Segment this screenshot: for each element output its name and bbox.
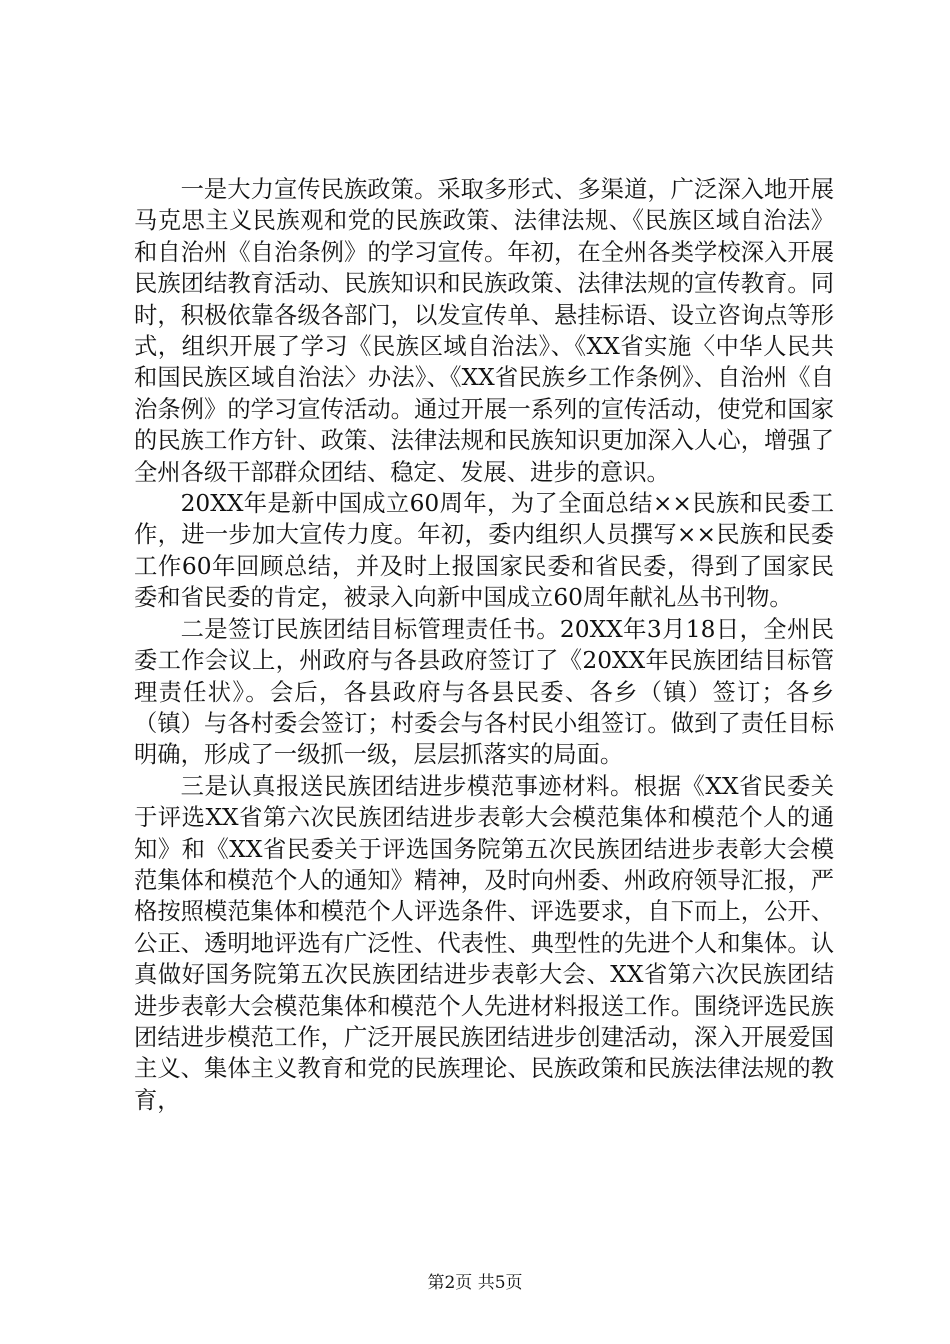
page-number-footer: 第2页 共5页: [427, 1273, 523, 1293]
paragraph-anniversary: 20XX年是新中国成立60周年，为了全面总结××民族和民委工作，进一步加大宣传力度。年初，委内组织人员撰写××民族和民委工作60年回顾总结，并及时上报国家民委和省民委，得到了国家民委和省民委的肯定，被录入向新中国成立60周年献礼丛书刊物。: [134, 490, 834, 612]
paragraph-responsibility: 二是签订民族团结目标管理责任书。20XX年3月18日，全州民委工作会议上，州政府与各县政府签订了《20XX年民族团结目标管理责任状》。会后，各县政府与各县民委、各乡（镇）签订；各乡（镇）与各村委会签订；村委会与各村民小组签订。做到了责任目标明确，形成了一级抓一级，层层抓落实的局面。: [134, 615, 834, 769]
paragraph-publicity: 一是大力宣传民族政策。采取多形式、多渠道，广泛深入地开展马克思主义民族观和党的民族政策、法律法规、《民族区域自治法》和自治州《自治条例》的学习宣传。年初，在全州各类学校深入开展民族团结教育活动、民族知识和民族政策、法律法规的宣传教育。同时，积极依靠各级各部门，以发宣传单、悬挂标语、设立咨询点等形式，组织开展了学习《民族区域自治法》、《XX省实施〈中华人民共和国民族区域自治法〉办法》、《XX省民族乡工作条例》、自治州《自治条例》的学习宣传活动。通过开展一系列的宣传活动，使党和国家的民族工作方针、政策、法律法规和民族知识更加深入人心，增强了全州各级干部群众团结、稳定、发展、进步的意识。: [134, 176, 834, 486]
document-body: [134, 174, 834, 1116]
paragraph-model-materials: 三是认真报送民族团结进步模范事迹材料。根据《XX省民委关于评选XX省第六次民族团结进步表彰大会模范集体和模范个人的通知》和《XX省民委关于评选国务院第五次民族团结进步表彰大会模范集体和模范个人的通知》精神，及时向州委、州政府领导汇报，严格按照模范集体和模范个人评选条件、评选要求，自下而上，公开、公正、透明地评选有广泛性、代表性、典型性的先进个人和集体。认真做好国务院第五次民族团结进步表彰大会、XX省第六次民族团结进步表彰大会模范集体和模范个人先进材料报送工作。围绕评选民族团结进步模范工作，广泛开展民族团结进步创建活动，深入开展爱国主义、集体主义教育和党的民族理论、民族政策和民族法律法规的教育，: [134, 772, 834, 1114]
